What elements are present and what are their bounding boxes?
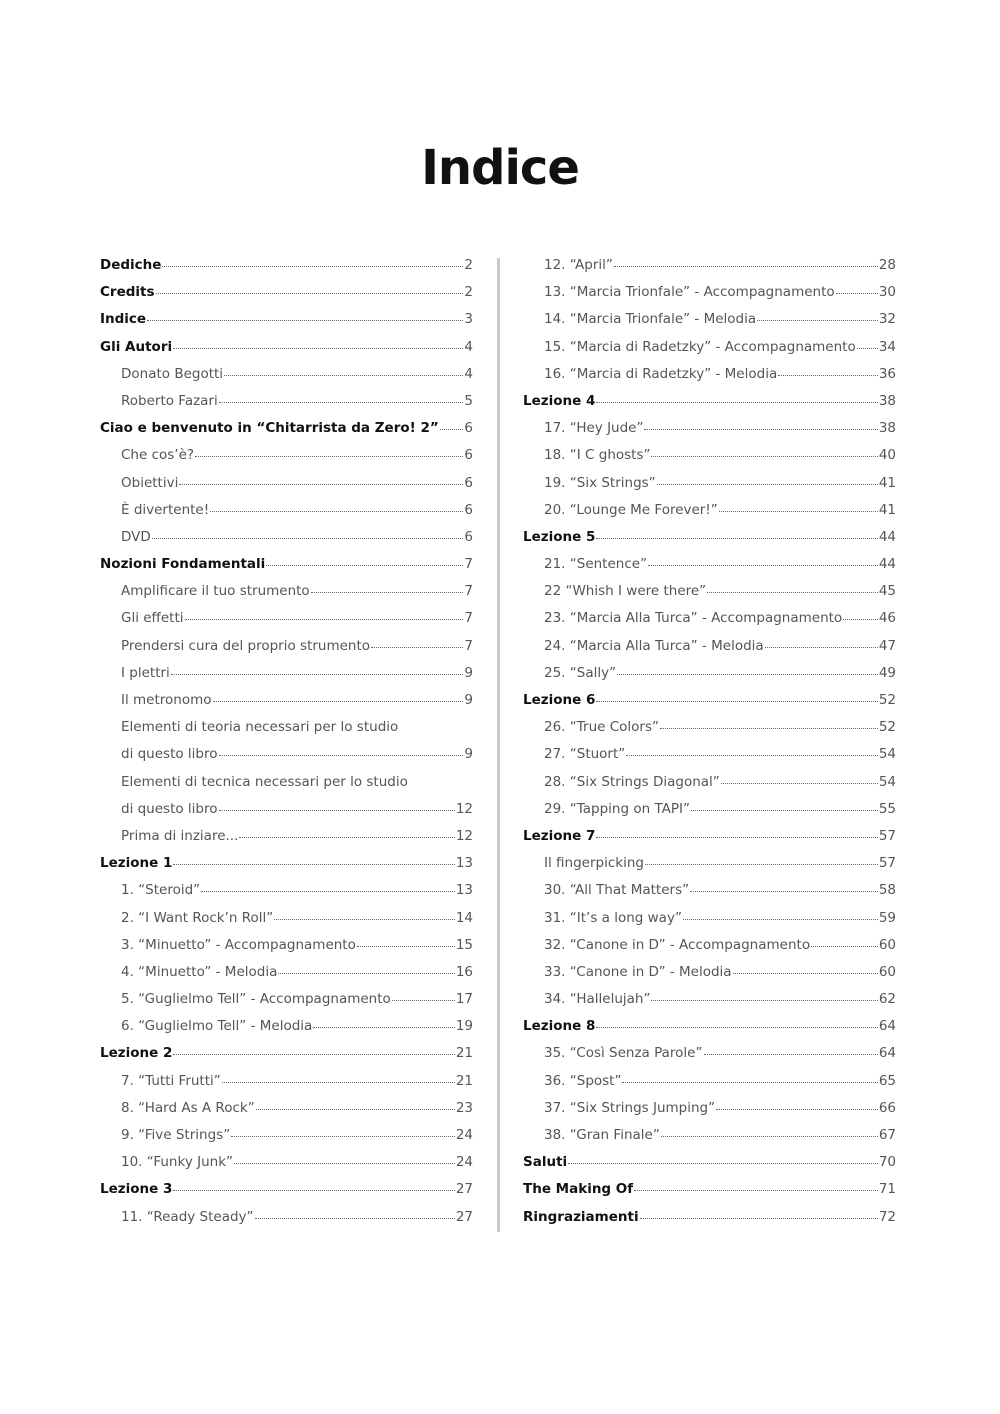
dot-leader [733, 973, 878, 974]
toc-entry-label: 18. “I C ghosts” [544, 447, 651, 464]
dot-leader [210, 511, 463, 512]
toc-subentry[interactable] [100, 442, 473, 469]
toc-entry-label: di questo libro [121, 800, 218, 817]
dot-leader [596, 837, 877, 838]
toc-subentry[interactable] [100, 959, 473, 986]
toc-entry-label: 7. “Tutti Frutti” [121, 1072, 221, 1089]
toc-page-number: 30 [878, 284, 896, 301]
toc-subentry[interactable] [100, 660, 473, 687]
column-divider [497, 258, 500, 1232]
toc-page-number: 14 [455, 909, 473, 926]
toc-entry-label: Lezione 5 [523, 528, 596, 545]
dot-leader [648, 565, 878, 566]
toc-page-number: 54 [878, 746, 896, 763]
toc-subentry[interactable] [523, 306, 896, 333]
toc-subentry[interactable] [100, 1013, 473, 1040]
dot-leader [614, 266, 878, 267]
toc-entry-label: 9. “Five Strings” [121, 1127, 231, 1143]
toc-page-number: 4 [464, 338, 473, 355]
toc-subentry[interactable] [100, 1068, 473, 1095]
toc-section-entry[interactable] [523, 1013, 896, 1040]
toc-entry-label: 19. “Six Strings” [544, 474, 656, 491]
toc-page-number: 16 [455, 963, 473, 980]
dot-leader [596, 402, 877, 403]
toc-entry-label: 16. “Marcia di Radetzky” - Melodia [544, 365, 778, 382]
dot-leader [640, 1218, 878, 1219]
toc-entry-label: Che cos’è? [121, 447, 195, 464]
toc-subentry[interactable] [523, 850, 896, 877]
dot-leader [156, 293, 464, 294]
toc-section-entry[interactable] [523, 1149, 896, 1176]
toc-entry-label: Indice [100, 311, 147, 328]
dot-leader [857, 348, 878, 349]
toc-page-number: 65 [878, 1072, 896, 1089]
toc-page-number: 41 [878, 474, 896, 491]
toc-subentry[interactable] [100, 605, 473, 632]
dot-leader [651, 456, 877, 457]
dot-leader [596, 701, 877, 702]
toc-page-number: 62 [878, 991, 896, 1008]
toc-page-number: 7 [464, 583, 473, 600]
toc-page-number: 32 [878, 311, 896, 328]
dot-leader [219, 755, 464, 756]
toc-entry-label: The Making Of [523, 1181, 634, 1198]
dot-leader [596, 1027, 877, 1028]
dot-leader [716, 1109, 878, 1110]
toc-page-number: 27 [455, 1181, 473, 1198]
toc-entry-label: 32. “Canone in D” - Accompagnamento [544, 936, 811, 953]
toc-page-number: 71 [878, 1181, 896, 1198]
toc-page-number: 6 [464, 420, 473, 437]
toc-subentry[interactable] [100, 633, 473, 660]
toc-section-entry[interactable] [100, 334, 473, 361]
toc-column-right [523, 252, 896, 1231]
toc-subentry[interactable] [100, 796, 473, 823]
toc-entry-label: 11. “Ready Steady” [121, 1208, 254, 1225]
toc-entry-label: Il fingerpicking [544, 855, 644, 872]
dot-leader [239, 837, 454, 838]
toc-entry-label: Elementi di tecnica necessari per lo studio [121, 773, 408, 790]
toc-page-number: 59 [878, 909, 896, 926]
toc-subentry[interactable] [100, 1122, 473, 1149]
toc-entry-label: 36. “Spost” [544, 1072, 622, 1089]
toc-page-number: 27 [455, 1208, 473, 1225]
toc-page-number: 60 [878, 936, 896, 953]
toc-entry-label: Saluti [523, 1154, 568, 1171]
toc-subentry[interactable] [523, 361, 896, 388]
toc-subentry[interactable] [100, 714, 473, 741]
toc-entry-label: 8. “Hard As A Rock” [121, 1099, 255, 1116]
toc-entry-label: Ciao e benvenuto in “Chitarrista da Zero! 2” [100, 420, 439, 437]
dot-leader [596, 538, 877, 539]
toc-entry-label: Credits [100, 284, 155, 301]
toc-subentry[interactable] [100, 578, 473, 605]
toc-page-number: 38 [878, 392, 896, 409]
toc-entry-label: Lezione 7 [523, 827, 596, 844]
toc-page-number: 28 [878, 257, 896, 273]
toc-entry-label: 15. “Marcia di Radetzky” - Accompagnamento [544, 338, 856, 355]
toc-page-number: 41 [878, 501, 896, 518]
dot-leader [266, 565, 463, 566]
toc-subentry[interactable] [100, 470, 473, 497]
dot-leader [778, 375, 878, 376]
toc-entry-label: Roberto Fazari [121, 392, 218, 409]
toc-page-number: 24 [455, 1127, 473, 1143]
toc-page-number: 52 [878, 719, 896, 736]
toc-subentry[interactable] [100, 741, 473, 768]
toc-subentry[interactable] [100, 769, 473, 796]
dot-leader [622, 1082, 877, 1083]
dot-leader [173, 1054, 454, 1055]
toc-page-number: 7 [464, 556, 473, 573]
toc-entry-label: Amplificare il tuo strumento [121, 583, 310, 600]
toc-page-number: 9 [464, 664, 473, 681]
toc-entry-label: 22 “Whish I were there” [544, 583, 707, 600]
toc-page-number: 9 [464, 746, 473, 763]
toc-entry-label: 4. “Minuetto” - Melodia [121, 963, 278, 980]
toc-subentry[interactable] [523, 1068, 896, 1095]
toc-subentry[interactable] [100, 905, 473, 932]
toc-entry-label: Lezione 1 [100, 855, 173, 872]
dot-leader [179, 484, 463, 485]
toc-subentry[interactable] [100, 388, 473, 415]
toc-section-entry[interactable] [523, 524, 896, 551]
toc-subentry[interactable] [523, 252, 896, 279]
toc-page-number: 47 [878, 637, 896, 654]
toc-entry-label: È divertente! [121, 501, 210, 518]
toc-subentry[interactable] [523, 769, 896, 796]
toc-subentry[interactable] [100, 932, 473, 959]
toc-page-number: 70 [878, 1154, 896, 1171]
toc-entry-label: Dediche [100, 257, 162, 273]
toc-subentry[interactable] [523, 986, 896, 1013]
dot-leader [757, 320, 878, 321]
toc-page-number: 13 [455, 855, 473, 872]
toc-subentry[interactable] [523, 1095, 896, 1122]
toc-subentry[interactable] [100, 497, 473, 524]
toc-entry-label: I plettri [121, 664, 170, 681]
toc-entry-label: Il metronomo [121, 692, 212, 708]
dot-leader [219, 810, 455, 811]
toc-page-number: 58 [878, 882, 896, 899]
toc-page-number: 67 [878, 1127, 896, 1143]
toc-page-number: 2 [464, 257, 473, 273]
toc-page-number: 46 [878, 610, 896, 627]
toc-page-number: 64 [878, 1045, 896, 1062]
dot-leader [278, 973, 454, 974]
dot-leader [719, 511, 878, 512]
toc-page-number: 19 [455, 1018, 473, 1035]
toc-subentry[interactable] [523, 442, 896, 469]
toc-subentry[interactable] [523, 633, 896, 660]
toc-section-entry[interactable] [523, 1176, 896, 1203]
toc-page-number: 54 [878, 773, 896, 790]
dot-leader [691, 810, 878, 811]
toc-entry-label: 25. “Sally” [544, 664, 617, 681]
toc-subentry[interactable] [100, 823, 473, 850]
toc-subentry[interactable] [523, 415, 896, 442]
toc-subentry[interactable] [523, 551, 896, 578]
toc-entry-label: Prima di inziare... [121, 827, 239, 844]
dot-leader [224, 375, 463, 376]
dot-leader [690, 891, 878, 892]
dot-leader [201, 891, 455, 892]
toc-entry-label: 21. “Sentence” [544, 556, 648, 573]
toc-page-number: 60 [878, 963, 896, 980]
toc-entry-label: Lezione 3 [100, 1181, 173, 1198]
toc-entry-label: 24. “Marcia Alla Turca” - Melodia [544, 637, 764, 654]
toc-subentry[interactable] [523, 334, 896, 361]
toc-entry-label: 14. “Marcia Trionfale” - Melodia [544, 311, 757, 328]
toc-page-number: 6 [464, 474, 473, 491]
toc-entry-label: Gli effetti [121, 610, 184, 627]
toc-subentry[interactable] [523, 905, 896, 932]
dot-leader [152, 538, 464, 539]
dot-leader [836, 293, 878, 294]
dot-leader [617, 674, 878, 675]
toc-page-number: 49 [878, 664, 896, 681]
toc-section-entry[interactable] [523, 823, 896, 850]
toc-entry-label: 10. “Funky Junk” [121, 1154, 234, 1171]
toc-entry-label: 37. “Six Strings Jumping” [544, 1099, 716, 1116]
toc-subentry[interactable] [523, 660, 896, 687]
toc-subentry[interactable] [523, 605, 896, 632]
toc-entry-label: Obiettivi [121, 474, 179, 491]
dot-leader [311, 592, 464, 593]
dot-leader [171, 674, 464, 675]
dot-leader [222, 1082, 455, 1083]
toc-entry-label: 29. “Tapping on TAPI” [544, 800, 691, 817]
dot-leader [162, 266, 463, 267]
toc-page-number: 36 [878, 365, 896, 382]
dot-leader [644, 429, 877, 430]
toc-entry-label: Lezione 6 [523, 692, 596, 708]
toc-entry-label: DVD [121, 528, 151, 545]
toc-page-number: 21 [455, 1072, 473, 1089]
dot-leader [645, 864, 878, 865]
dot-leader [683, 919, 878, 920]
toc-entry-label: 26. “True Colors” [544, 719, 659, 736]
dot-leader [843, 619, 878, 620]
toc-page-number: 38 [878, 420, 896, 437]
toc-entry-label: 27. “Stuort” [544, 746, 626, 763]
toc-page-number: 9 [464, 692, 473, 708]
toc-section-entry[interactable] [100, 850, 473, 877]
dot-leader [626, 755, 878, 756]
toc-page-number: 6 [464, 501, 473, 518]
dot-leader [195, 456, 463, 457]
dot-leader [721, 783, 878, 784]
toc-entry-label: Lezione 2 [100, 1045, 173, 1062]
dot-leader [651, 1000, 877, 1001]
dot-leader [213, 701, 464, 702]
dot-leader [568, 1163, 878, 1164]
toc-page-number: 55 [878, 800, 896, 817]
toc-entry-label: 35. “Così Senza Parole” [544, 1045, 703, 1062]
toc-entry-label: 2. “I Want Rock’n Roll” [121, 909, 274, 926]
dot-leader [274, 919, 455, 920]
toc-page-number: 57 [878, 827, 896, 844]
toc-page-number: 4 [464, 365, 473, 382]
toc-entry-label: 1. “Steroid” [121, 882, 201, 899]
toc-page-number: 12 [455, 800, 473, 817]
toc-page-number: 15 [455, 936, 473, 953]
toc-page-number: 24 [455, 1154, 473, 1171]
dot-leader [313, 1027, 455, 1028]
toc-page-number: 23 [455, 1099, 473, 1116]
dot-leader [657, 484, 878, 485]
dot-leader [173, 348, 463, 349]
toc-subentry[interactable] [100, 1149, 473, 1176]
toc-entry-label: Nozioni Fondamentali [100, 556, 266, 573]
dot-leader [147, 320, 463, 321]
toc-entry-label: Lezione 8 [523, 1018, 596, 1035]
toc-entry-label: Elementi di teoria necessari per lo studio [121, 719, 399, 736]
toc-section-entry[interactable] [100, 551, 473, 578]
page-title: Indice [421, 140, 579, 196]
toc-subentry[interactable] [523, 497, 896, 524]
toc-subentry[interactable] [523, 796, 896, 823]
toc-section-entry[interactable] [100, 252, 473, 279]
toc-page-number: 72 [878, 1208, 896, 1225]
toc-subentry[interactable] [523, 1040, 896, 1067]
dot-leader [185, 619, 464, 620]
toc-entry-label: 30. “All That Matters” [544, 882, 690, 899]
toc-entry-label: 5. “Guglielmo Tell” - Accompagnamento [121, 991, 391, 1008]
toc-entry-label: 33. “Canone in D” - Melodia [544, 963, 732, 980]
toc-entry-label: Ringraziamenti [523, 1208, 639, 1225]
toc-subentry[interactable] [100, 524, 473, 551]
toc-entry-label: 20. “Lounge Me Forever!” [544, 501, 718, 518]
toc-entry-label: 3. “Minuetto” - Accompagnamento [121, 936, 356, 953]
toc-entry-label: Donato Begotti [121, 365, 224, 382]
toc-page-number: 44 [878, 528, 896, 545]
toc-subentry[interactable] [100, 361, 473, 388]
toc-subentry[interactable] [100, 986, 473, 1013]
dot-leader [255, 1218, 455, 1219]
dot-leader [256, 1109, 455, 1110]
toc-page-number: 2 [464, 284, 473, 301]
toc-page-number: 21 [455, 1045, 473, 1062]
dot-leader [392, 1000, 455, 1001]
toc-section-entry[interactable] [100, 306, 473, 333]
toc-entry-label: 12. “April” [544, 257, 613, 273]
toc-subentry[interactable] [523, 279, 896, 306]
dot-leader [234, 1163, 455, 1164]
toc-page-number: 17 [455, 991, 473, 1008]
toc-entry-label: Lezione 4 [523, 392, 596, 409]
toc-entry-label: 28. “Six Strings Diagonal” [544, 773, 720, 790]
toc-entry-label: 31. “It’s a long way” [544, 909, 682, 926]
toc-page-number: 7 [464, 610, 473, 627]
toc-page-number: 40 [878, 447, 896, 464]
toc-subentry[interactable] [100, 877, 473, 904]
toc-section-entry[interactable] [523, 388, 896, 415]
toc-page-number: 57 [878, 855, 896, 872]
toc-column-left [100, 252, 473, 1231]
toc-page-number: 45 [878, 583, 896, 600]
toc-entry-label: di questo libro [121, 746, 218, 763]
toc-page-number: 13 [455, 882, 473, 899]
dot-leader [219, 402, 464, 403]
toc-entry-label: 6. “Guglielmo Tell” - Melodia [121, 1018, 313, 1035]
toc-subentry[interactable] [523, 932, 896, 959]
toc-subentry[interactable] [100, 1095, 473, 1122]
toc-entry-label: 13. “Marcia Trionfale” - Accompagnamento [544, 284, 835, 301]
dot-leader [371, 647, 463, 648]
dot-leader [357, 946, 455, 947]
dot-leader [173, 864, 454, 865]
dot-leader [440, 429, 464, 430]
toc-page-number: 66 [878, 1099, 896, 1116]
toc-page-number: 52 [878, 692, 896, 708]
toc-page-number: 5 [464, 392, 473, 409]
toc-section-entry[interactable] [100, 279, 473, 306]
toc-page-number: 7 [464, 637, 473, 654]
toc-subentry[interactable] [523, 470, 896, 497]
toc-page-number: 34 [878, 338, 896, 355]
toc-subentry[interactable] [523, 714, 896, 741]
toc-entry-label: 17. “Hey Jude” [544, 420, 644, 437]
dot-leader [660, 728, 878, 729]
toc-entry-label: Gli Autori [100, 338, 173, 355]
toc-section-entry[interactable] [100, 1176, 473, 1203]
toc-entry-label: 34. “Hallelujah” [544, 991, 651, 1008]
toc-page-number: 3 [464, 311, 473, 328]
toc-page-number: 6 [464, 447, 473, 464]
toc-entry-label: Prendersi cura del proprio strumento [121, 637, 371, 654]
toc-subentry[interactable] [523, 741, 896, 768]
dot-leader [811, 946, 878, 947]
dot-leader [704, 1054, 878, 1055]
dot-leader [707, 592, 878, 593]
toc-page-number: 6 [464, 528, 473, 545]
dot-leader [173, 1190, 454, 1191]
toc-page-number: 12 [455, 827, 473, 844]
toc-section-entry[interactable] [523, 1204, 896, 1231]
toc-entry-label: 23. “Marcia Alla Turca” - Accompagnamento [544, 610, 843, 627]
toc-section-entry[interactable] [100, 1040, 473, 1067]
toc-entry-label: 38. “Gran Finale” [544, 1127, 660, 1143]
toc-page-number: 44 [878, 556, 896, 573]
dot-leader [661, 1136, 878, 1137]
toc-section-entry[interactable] [523, 687, 896, 714]
toc-subentry[interactable] [523, 578, 896, 605]
toc-page-number: 64 [878, 1018, 896, 1035]
toc-subentry[interactable] [100, 1204, 473, 1231]
dot-leader [231, 1136, 455, 1137]
dot-leader [634, 1190, 878, 1191]
toc-subentry[interactable] [523, 959, 896, 986]
toc-subentry[interactable] [523, 877, 896, 904]
toc-section-entry[interactable] [100, 415, 473, 442]
toc-subentry[interactable] [100, 687, 473, 714]
dot-leader [765, 647, 878, 648]
toc-subentry[interactable] [523, 1122, 896, 1149]
